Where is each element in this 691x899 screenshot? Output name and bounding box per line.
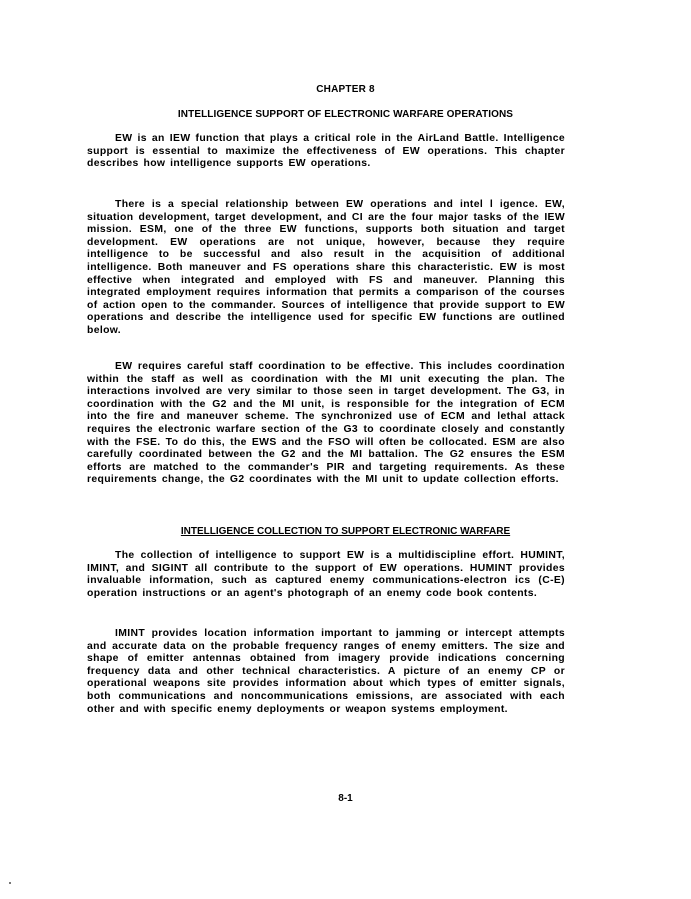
paragraph-ew-role: EW is an IEW function that plays a critical role in the AirLand Battle. Intelligence support is essential to maximize the effectiveness of EW operations. This chapter describes how intelligence supports EW operations. <box>87 133 565 170</box>
chapter-label: CHAPTER 8 <box>316 84 375 95</box>
paragraph-special-relationship: There is a special relationship between EW operations and intel l igence. EW, situation development, target development, and CI are the four major tasks of the IEW mission. ESM, one of the three EW functions, supports both situation and target development. EW operations are not unique, however, because they require intelligence to be successful and also result in the acquisition of additional intelligence. Both maneuver and FS operations share this characteristic. EW is most effective when integrated and employed with FS and maneuver. Planning this integrated employment requires information that permits a comparison of the courses of action open to the commander. Sources of intelligence that provide support to EW operations and describe the intelligence used for specific EW functions are outlined below. <box>87 199 565 336</box>
paragraph-staff-coordination: EW requires careful staff coordination to be effective. This includes coordination within the staff as well as coordination with the MI unit executing the plan. The interactions involved are very similar to those seen in target development. The G3, in coordination with the G2 and the MI unit, is responsible for the integration of ECM into the fire and maneuver scheme. The synchronized use of ECM and lethal attack requires the electronic warfare section of the G3 to coordinate closely and constantly with the FSE. To do this, the EWS and the FSO will often be collocated. ESM are also carefully coordinated between the G2 and the MI battalion. The G2 ensures the ESM efforts are matched to the commander's PIR and targeting requirements. As these requirements change, the G2 coordinates with the MI unit to update collection efforts. <box>87 361 565 486</box>
section-heading-text: INTELLIGENCE COLLECTION TO SUPPORT ELECTRONIC WARFARE <box>180 526 511 537</box>
section-heading <box>0 526 691 537</box>
page-number: 8-1 <box>338 793 353 804</box>
paragraph-collection: The collection of intelligence to support EW is a multidiscipline effort. HUMINT, IMINT, and SIGINT all contribute to the support of EW operations. HUMINT provides invaluable information, such as captured enemy communications-electron ics (C-E) operation instructions or an agent's photograph of an enemy code book contents. <box>87 550 565 599</box>
paragraph-imint: IMINT provides location information important to jamming or intercept attempts and accurate data on the probable frequency ranges of enemy emitters. The size and shape of emitter antennas obtained from imagery provide indications concerning frequency data and other technical characteristics. A picture of an enemy CP or operational weapons site provides information about which types of emitter signals, both communications and noncommunications emissions, are associated with each other and with specific enemy deployments or weapon systems employment. <box>87 628 565 715</box>
chapter-title: INTELLIGENCE SUPPORT OF ELECTRONIC WARFARE OPERATIONS <box>177 109 514 120</box>
scan-speck <box>9 882 11 884</box>
